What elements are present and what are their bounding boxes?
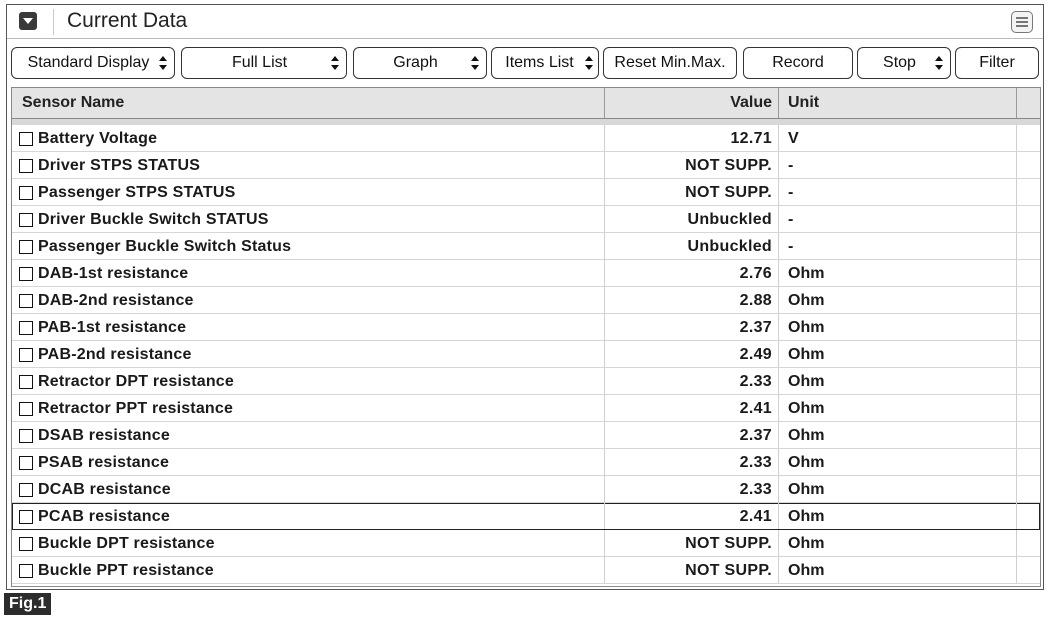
table-row[interactable]: [12, 422, 1040, 449]
reset-min-max-label: Reset Min.Max.: [614, 54, 726, 71]
collapse-arrow-icon[interactable]: [19, 12, 37, 30]
up-down-spinner-icon: [331, 56, 340, 70]
cell-divider: [778, 341, 779, 367]
cell-divider: [1016, 314, 1017, 340]
cell-divider: [604, 179, 605, 205]
cell-divider: [1016, 476, 1017, 502]
cell-divider: [1016, 233, 1017, 259]
sensor-unit-cell: Ohm: [788, 346, 825, 363]
standard-display-label: Standard Display: [27, 54, 150, 71]
graph-label: Graph: [393, 54, 438, 71]
sensor-unit-cell: Ohm: [788, 535, 825, 552]
cell-divider: [778, 206, 779, 232]
record-label: Record: [772, 54, 824, 71]
column-divider[interactable]: [1016, 88, 1017, 118]
sensor-unit-cell: Ohm: [788, 481, 825, 498]
sensor-value-cell: NOT SUPP.: [685, 562, 772, 579]
cell-divider: [778, 233, 779, 259]
cell-divider: [604, 341, 605, 367]
current-data-panel: [6, 4, 1044, 590]
cell-divider: [778, 503, 779, 529]
table-row[interactable]: [12, 341, 1040, 368]
cell-divider: [778, 287, 779, 313]
checkbox-icon[interactable]: [19, 240, 33, 254]
cell-divider: [1016, 530, 1017, 556]
cell-divider: [1016, 368, 1017, 394]
table-row[interactable]: [12, 260, 1040, 287]
sensor-unit-cell: Ohm: [788, 508, 825, 525]
filter-label: Filter: [979, 54, 1015, 71]
table-row[interactable]: [12, 503, 1040, 530]
up-down-spinner-icon: [935, 56, 944, 70]
cell-divider: [1016, 422, 1017, 448]
cell-divider: [1016, 395, 1017, 421]
cell-divider: [778, 530, 779, 556]
checkbox-icon[interactable]: [19, 483, 33, 497]
up-down-spinner-icon: [585, 56, 594, 70]
menu-icon[interactable]: [1011, 11, 1033, 33]
sensor-name-cell: Battery Voltage: [38, 130, 158, 147]
sensor-name-cell: DAB-2nd resistance: [38, 292, 194, 309]
table-row[interactable]: [12, 179, 1040, 206]
cell-divider: [1016, 206, 1017, 232]
cell-divider: [604, 503, 605, 529]
sensor-unit-cell: Ohm: [788, 454, 825, 471]
sensor-unit-cell: Ohm: [788, 319, 825, 336]
checkbox-icon[interactable]: [19, 429, 33, 443]
sensor-name-cell: Retractor PPT resistance: [38, 400, 234, 417]
up-down-spinner-icon: [159, 56, 168, 70]
sensor-data-table: [11, 125, 1041, 587]
sensor-value-cell: 2.76: [739, 265, 772, 282]
sensor-unit-cell: -: [788, 211, 794, 228]
table-row[interactable]: [12, 557, 1040, 584]
sensor-name-cell: Passenger Buckle Switch Status: [38, 238, 292, 255]
checkbox-icon[interactable]: [19, 348, 33, 362]
record-button[interactable]: [743, 47, 853, 79]
table-row[interactable]: [12, 314, 1040, 341]
stop-select[interactable]: [857, 47, 951, 79]
sensor-value-cell: 2.49: [739, 346, 772, 363]
full-list-select[interactable]: [181, 47, 347, 79]
toolbar: [7, 45, 1043, 81]
sensor-value-cell: 2.37: [739, 427, 772, 444]
cell-divider: [1016, 179, 1017, 205]
checkbox-icon[interactable]: [19, 159, 33, 173]
cell-divider: [1016, 557, 1017, 583]
sensor-value-cell: 2.33: [739, 454, 772, 471]
sensor-unit-cell: Ohm: [788, 562, 825, 579]
panel-title: Current Data: [67, 9, 188, 32]
sensor-name-cell: DAB-1st resistance: [38, 265, 189, 282]
sensor-unit-cell: Ohm: [788, 427, 825, 444]
cell-divider: [1016, 287, 1017, 313]
sensor-value-cell: 12.71: [730, 130, 772, 147]
stop-label: Stop: [883, 54, 916, 71]
cell-divider: [604, 260, 605, 286]
column-header-value[interactable]: Value: [730, 94, 772, 111]
checkbox-icon[interactable]: [19, 267, 33, 281]
panel-titlebar: [7, 5, 1043, 39]
cell-divider: [604, 152, 605, 178]
sensor-unit-cell: -: [788, 238, 794, 255]
sensor-name-cell: Retractor DPT resistance: [38, 373, 234, 390]
cell-divider: [1016, 449, 1017, 475]
sensor-value-cell: NOT SUPP.: [685, 184, 772, 201]
up-down-spinner-icon: [471, 56, 480, 70]
cell-divider: [604, 557, 605, 583]
sensor-value-cell: 2.88: [739, 292, 772, 309]
cell-divider: [778, 368, 779, 394]
cell-divider: [778, 260, 779, 286]
title-separator: [53, 9, 54, 35]
table-header: [11, 87, 1041, 119]
checkbox-icon[interactable]: [19, 375, 33, 389]
table-row[interactable]: [12, 287, 1040, 314]
sensor-value-cell: 2.37: [739, 319, 772, 336]
column-divider[interactable]: [778, 88, 779, 118]
column-header-sensor-name[interactable]: Sensor Name: [22, 94, 125, 111]
cell-divider: [778, 557, 779, 583]
sensor-name-cell: Passenger STPS STATUS: [38, 184, 236, 201]
sensor-unit-cell: -: [788, 184, 794, 201]
cell-divider: [604, 476, 605, 502]
sensor-unit-cell: Ohm: [788, 400, 825, 417]
cell-divider: [778, 476, 779, 502]
sensor-name-cell: PCAB resistance: [38, 508, 170, 525]
sensor-name-cell: DCAB resistance: [38, 481, 171, 498]
checkbox-icon[interactable]: [19, 537, 33, 551]
table-row[interactable]: [12, 125, 1040, 152]
reset-min-max-button[interactable]: [603, 47, 737, 79]
graph-select[interactable]: [353, 47, 487, 79]
checkbox-icon[interactable]: [19, 213, 33, 227]
sensor-value-cell: Unbuckled: [687, 211, 772, 228]
table-row[interactable]: [12, 206, 1040, 233]
column-header-unit[interactable]: Unit: [788, 94, 820, 111]
checkbox-icon[interactable]: [19, 132, 33, 146]
cell-divider: [1016, 152, 1017, 178]
sensor-value-cell: 2.33: [739, 481, 772, 498]
checkbox-icon[interactable]: [19, 510, 33, 524]
items-list-label: Items List: [505, 54, 574, 71]
checkbox-icon[interactable]: [19, 564, 33, 578]
sensor-name-cell: DSAB resistance: [38, 427, 170, 444]
sensor-name-cell: PSAB resistance: [38, 454, 170, 471]
full-list-label: Full List: [231, 54, 288, 71]
table-row[interactable]: [12, 530, 1040, 557]
cell-divider: [604, 530, 605, 556]
cell-divider: [1016, 125, 1017, 151]
sensor-name-cell: Buckle DPT resistance: [38, 535, 215, 552]
sensor-unit-cell: -: [788, 157, 794, 174]
checkbox-icon[interactable]: [19, 402, 33, 416]
cell-divider: [778, 152, 779, 178]
checkbox-icon[interactable]: [19, 294, 33, 308]
cell-divider: [604, 368, 605, 394]
cell-divider: [778, 422, 779, 448]
sensor-name-cell: Driver Buckle Switch STATUS: [38, 211, 269, 228]
checkbox-icon[interactable]: [19, 186, 33, 200]
cell-divider: [604, 395, 605, 421]
checkbox-icon[interactable]: [19, 321, 33, 335]
table-row[interactable]: [12, 368, 1040, 395]
table-row[interactable]: [12, 449, 1040, 476]
cell-divider: [604, 206, 605, 232]
filter-button[interactable]: [955, 47, 1039, 79]
sensor-value-cell: 2.41: [739, 508, 772, 525]
cell-divider: [778, 314, 779, 340]
cell-divider: [604, 422, 605, 448]
checkbox-icon[interactable]: [19, 456, 33, 470]
sensor-name-cell: PAB-1st resistance: [38, 319, 187, 336]
sensor-value-cell: NOT SUPP.: [685, 535, 772, 552]
cell-divider: [1016, 503, 1017, 529]
sensor-value-cell: 2.41: [739, 400, 772, 417]
figure-label: Fig.1: [4, 593, 51, 615]
cell-divider: [604, 449, 605, 475]
cell-divider: [1016, 260, 1017, 286]
table-row[interactable]: [12, 233, 1040, 260]
sensor-unit-cell: V: [788, 130, 799, 147]
sensor-unit-cell: Ohm: [788, 265, 825, 282]
sensor-unit-cell: Ohm: [788, 373, 825, 390]
sensor-value-cell: 2.33: [739, 373, 772, 390]
sensor-value-cell: Unbuckled: [687, 238, 772, 255]
cell-divider: [778, 179, 779, 205]
table-row[interactable]: [12, 476, 1040, 503]
cell-divider: [604, 233, 605, 259]
cell-divider: [778, 395, 779, 421]
sensor-unit-cell: Ohm: [788, 292, 825, 309]
cell-divider: [778, 125, 779, 151]
sensor-value-cell: NOT SUPP.: [685, 157, 772, 174]
sensor-name-cell: Driver STPS STATUS: [38, 157, 201, 174]
cell-divider: [1016, 341, 1017, 367]
cell-divider: [604, 287, 605, 313]
cell-divider: [778, 449, 779, 475]
cell-divider: [604, 314, 605, 340]
standard-display-select[interactable]: [11, 47, 175, 79]
sensor-name-cell: Buckle PPT resistance: [38, 562, 214, 579]
table-row[interactable]: [12, 152, 1040, 179]
items-list-select[interactable]: [491, 47, 599, 79]
table-row[interactable]: [12, 395, 1040, 422]
sensor-name-cell: PAB-2nd resistance: [38, 346, 192, 363]
cell-divider: [604, 125, 605, 151]
